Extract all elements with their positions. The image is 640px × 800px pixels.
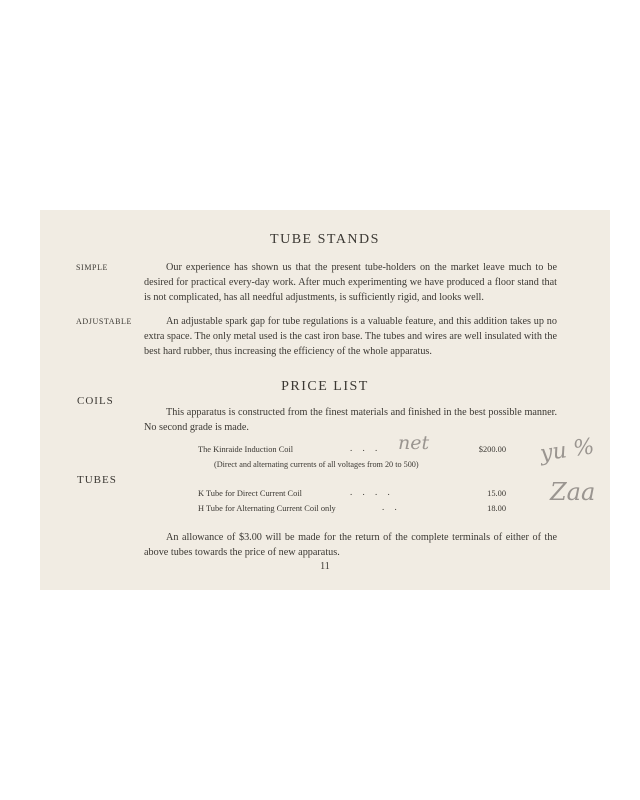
margin-label-adjustable: ADJUSTABLE <box>76 317 133 326</box>
margin-label-coils: COILS <box>77 395 114 407</box>
tube-h-price: 18.00 <box>487 504 506 513</box>
leader-dots: . . <box>382 502 401 512</box>
leader-dots: . . . . <box>350 487 394 497</box>
leader-dots: . . . <box>350 443 382 453</box>
handwritten-margin-note: yu % <box>538 434 596 467</box>
margin-label-simple: SIMPLE <box>76 263 109 272</box>
tube-k-price: 15.00 <box>487 489 506 498</box>
paragraph-simple: Our experience has shown us that the present tube-holders on the market leave much to be desired for practical every-day work. After much experimenting we have produced a floor stand that is not complicated, has all needful adjustments, is sufficiently rigid, and looks well. <box>144 262 557 303</box>
coil-note: (Direct and alternating currents of all voltages from 20 to 500) <box>214 460 419 469</box>
price-list-heading: PRICE LIST <box>281 379 369 394</box>
tube-h-name: H Tube for Alternating Current Coil only <box>198 504 336 513</box>
document-page <box>40 210 610 590</box>
coil-name: The Kinraide Induction Coil <box>198 445 294 454</box>
paragraph-adjustable: An adjustable spark gap for tube regulations is a valuable feature, and this addition takes up no extra space. The only metal used is the cast iron base. The tubes and wires are well insulated with the best hard rubber, thus increasing the efficiency of the whole apparatus. <box>144 316 557 357</box>
paragraph-price-intro: This apparatus is constructed from the finest materials and finished in the best possible manner. No second grade is made. <box>144 407 557 433</box>
tube-k-name: K Tube for Direct Current Coil <box>198 489 302 498</box>
coil-price: $200.00 <box>478 445 506 454</box>
handwritten-net: net <box>398 432 430 454</box>
page-title: TUBE STANDS <box>270 232 380 247</box>
margin-label-tubes: TUBES <box>77 474 117 486</box>
page-number: 11 <box>320 561 330 572</box>
handwritten-margin-note: Zaa <box>550 478 596 506</box>
paragraph-allowance: An allowance of $3.00 will be made for the return of the complete terminals of either of the above tubes towards the price of new apparatus. <box>144 532 557 558</box>
